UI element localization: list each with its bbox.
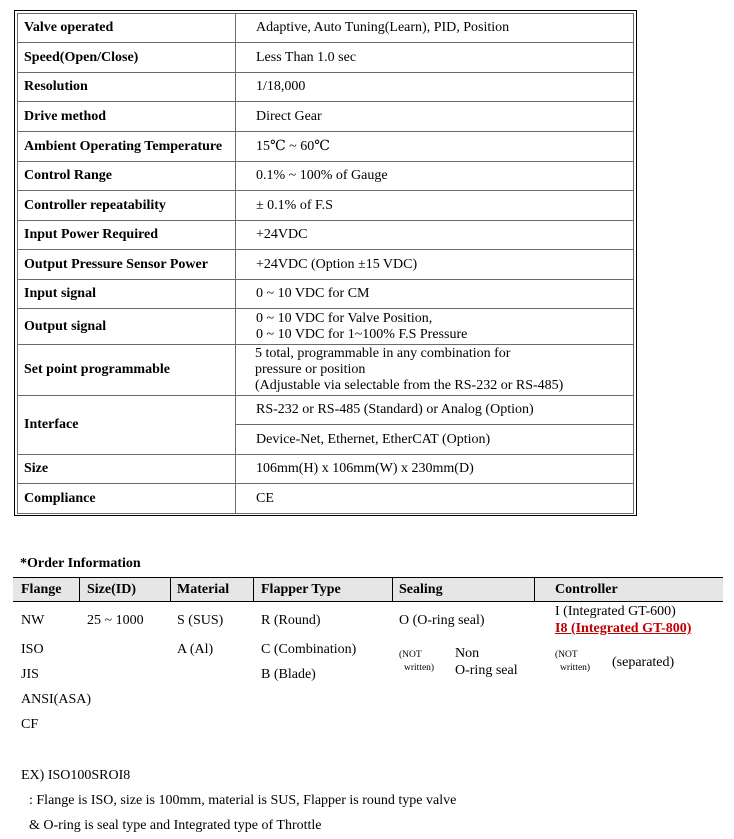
spec-value-line: (Adjustable via selectable from the RS-232 or RS-485): [255, 378, 564, 393]
spec-label: Drive method: [18, 102, 236, 132]
header-flange: Flange: [21, 582, 62, 597]
table-row: [18, 132, 634, 162]
spec-value: +24VDC: [236, 221, 634, 250]
example-explanation: & O-ring is seal type and Integrated type of Throttle: [29, 818, 322, 833]
controller-not-written: (NOT: [555, 650, 578, 660]
table-row: [18, 14, 634, 43]
spec-value: CE: [236, 484, 634, 514]
sealing-not-written: written): [404, 663, 435, 673]
table-row: [18, 396, 634, 425]
flange-option: ISO: [21, 642, 44, 657]
spec-value: ± 0.1% of F.S: [236, 191, 634, 221]
spec-value: 0.1% ~ 100% of Gauge: [236, 162, 634, 191]
spec-value-line: 0 ~ 10 VDC for 1~100% F.S Pressure: [256, 326, 468, 342]
spec-label: Speed(Open/Close): [18, 43, 236, 73]
header-divider: [534, 578, 535, 601]
spec-value: Less Than 1.0 sec: [236, 43, 634, 73]
order-header-row: [13, 577, 723, 602]
spec-label: Control Range: [18, 162, 236, 191]
size-option: 25 ~ 1000: [87, 613, 144, 628]
spec-value: [236, 345, 634, 396]
spec-value: RS-232 or RS-485 (Standard) or Analog (Option): [236, 396, 634, 425]
header-flapper-type: Flapper Type: [261, 582, 341, 597]
sealing-option: O-ring seal: [455, 663, 518, 678]
spec-table-frame: [14, 10, 637, 516]
flange-option: JIS: [21, 667, 39, 682]
example-code: EX) ISO100SROI8: [21, 768, 131, 783]
spec-value: 106mm(H) x 106mm(W) x 230mm(D): [236, 455, 634, 484]
table-row: [18, 309, 634, 345]
sealing-option: O (O-ring seal): [399, 613, 485, 628]
spec-value-line: 5 total, programmable in any combination for: [255, 346, 511, 361]
order-info-title: *Order Information: [20, 556, 141, 571]
table-row: [18, 102, 634, 132]
table-row: [18, 162, 634, 191]
table-row: [18, 250, 634, 280]
spec-value: +24VDC (Option ±15 VDC): [236, 250, 634, 280]
table-row: [18, 191, 634, 221]
material-option: A (Al): [177, 642, 214, 657]
header-controller: Controller: [555, 582, 618, 597]
material-option: S (SUS): [177, 613, 224, 628]
table-row: [18, 43, 634, 73]
header-divider: [253, 578, 254, 601]
header-sealing: Sealing: [399, 582, 443, 597]
table-row: [18, 345, 634, 396]
header-size: Size(ID): [87, 582, 136, 597]
table-row: [18, 455, 634, 484]
spec-table: [17, 13, 634, 514]
spec-label: Ambient Operating Temperature: [18, 132, 236, 162]
flapper-option: R (Round): [261, 613, 321, 628]
spec-value: 15℃ ~ 60℃: [236, 132, 634, 162]
spec-label: Valve operated: [18, 14, 236, 43]
header-divider: [170, 578, 171, 601]
spec-label: Controller repeatability: [18, 191, 236, 221]
spec-label: Set point programmable: [18, 345, 236, 396]
spec-value: Direct Gear: [236, 102, 634, 132]
flapper-option: B (Blade): [261, 667, 316, 682]
header-divider: [79, 578, 80, 601]
table-row: [18, 221, 634, 250]
flapper-option: C (Combination): [261, 642, 357, 657]
spec-value-line: pressure or position: [255, 362, 366, 377]
controller-option: (separated): [612, 655, 675, 670]
spec-label: Resolution: [18, 73, 236, 102]
flange-option: CF: [21, 717, 39, 732]
spec-value-line: 0 ~ 10 VDC for Valve Position,: [256, 310, 433, 326]
table-row: [18, 280, 634, 309]
sealing-not-written: (NOT: [399, 650, 422, 660]
spec-label: Output Pressure Sensor Power: [18, 250, 236, 280]
spec-value: [236, 309, 634, 345]
controller-not-written: written): [560, 663, 591, 673]
flange-option: NW: [21, 613, 45, 628]
example-explanation: : Flange is ISO, size is 100mm, material is SUS, Flapper is round type valve: [29, 793, 457, 808]
spec-value: Device-Net, Ethernet, EtherCAT (Option): [236, 425, 634, 455]
controller-option: I (Integrated GT-600): [555, 604, 676, 619]
spec-label: Interface: [18, 396, 236, 455]
spec-label: Output signal: [18, 309, 236, 345]
table-row: [18, 484, 634, 514]
spec-label: Input signal: [18, 280, 236, 309]
spec-value: 1/18,000: [236, 73, 634, 102]
spec-label: Input Power Required: [18, 221, 236, 250]
header-material: Material: [177, 582, 230, 597]
header-divider: [392, 578, 393, 601]
sealing-option: Non: [455, 646, 480, 661]
spec-label: Size: [18, 455, 236, 484]
flange-option: ANSI(ASA): [21, 692, 91, 707]
table-row: [18, 73, 634, 102]
spec-value: Adaptive, Auto Tuning(Learn), PID, Position: [236, 14, 634, 43]
spec-value: 0 ~ 10 VDC for CM: [236, 280, 634, 309]
spec-label: Compliance: [18, 484, 236, 514]
controller-option-highlight: I8 (Integrated GT-800): [555, 621, 692, 636]
